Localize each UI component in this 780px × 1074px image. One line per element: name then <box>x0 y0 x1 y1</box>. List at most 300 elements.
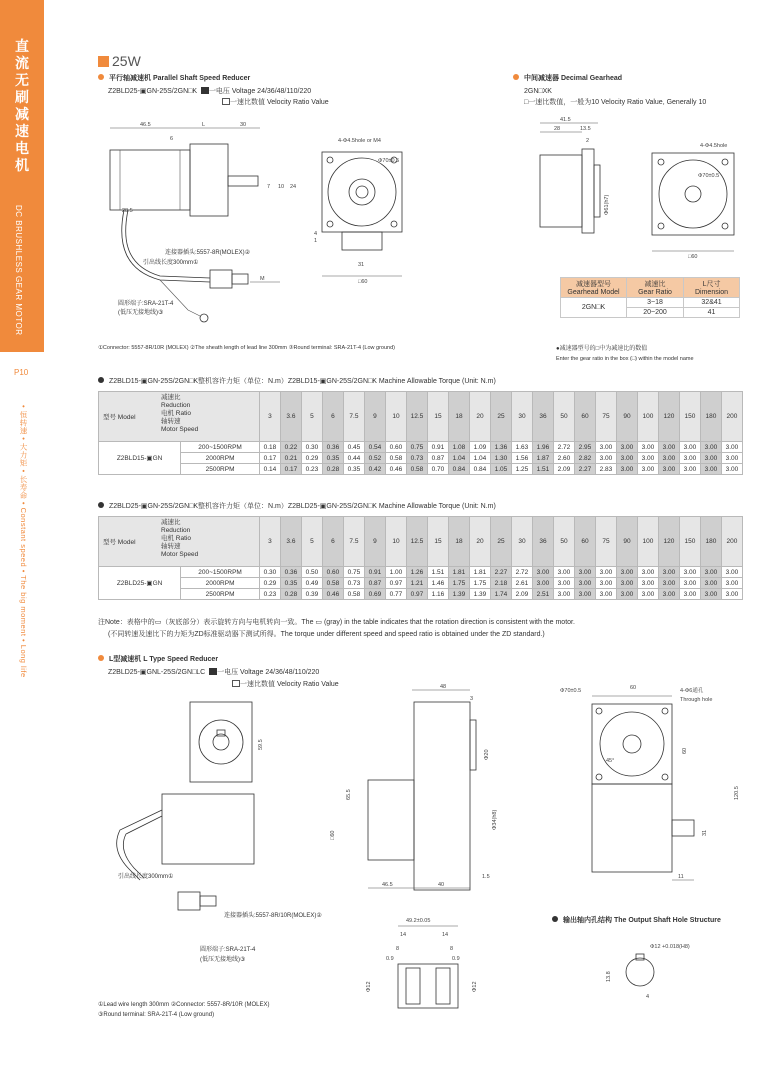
sidebar-title-en: DC BRUSHLESS GEAR MOTOR <box>14 205 23 336</box>
torque-cell: 1.04 <box>469 453 490 464</box>
torque-cell: 0.75 <box>406 442 427 453</box>
torque-cell: 3.00 <box>721 442 742 453</box>
torque-cell: 3.00 <box>721 453 742 464</box>
lead-length-label: 引出线长度300mm① <box>143 260 199 266</box>
torque-cell: 3.00 <box>616 442 637 453</box>
ltype-terminal-note: (低压无接地线)③ <box>200 957 246 963</box>
dim-46-5: 46.5 <box>140 122 151 128</box>
torque-cell: 0.73 <box>406 453 427 464</box>
torque-cell: 0.97 <box>385 578 406 589</box>
torque-cell: 0.28 <box>322 464 343 475</box>
svg-text:59.5: 59.5 <box>258 739 264 750</box>
torque-cell: 0.97 <box>406 589 427 600</box>
svg-text:13.5: 13.5 <box>580 126 591 132</box>
torque-cell: 1.21 <box>406 578 427 589</box>
torque-cell: 3.00 <box>637 589 658 600</box>
torque-cell: 1.81 <box>469 567 490 578</box>
torque-cell: 3.00 <box>553 589 574 600</box>
svg-text:Through hole: Through hole <box>680 697 713 703</box>
table-row <box>99 453 743 464</box>
torque-cell: 3.00 <box>679 464 700 475</box>
sidebar-features: • 恒转速 • 大力矩 • 长寿命 • Constant speed • The big moment • Long life <box>19 405 28 678</box>
torque-cell: 0.44 <box>343 453 364 464</box>
bullet-icon <box>98 377 104 383</box>
ratio-header-cell: 10 <box>385 517 406 567</box>
ratio-header-cell: 50 <box>553 517 574 567</box>
ratio-header-cell: 90 <box>616 392 637 442</box>
ratio-header-cell: 50 <box>553 392 574 442</box>
torque-cell: 2.09 <box>511 589 532 600</box>
ratio-header-cell: 60 <box>574 392 595 442</box>
speed-cell: 2000RPM <box>181 578 260 589</box>
ratio-header-cell: 25 <box>490 392 511 442</box>
decimal-note-en: Enter the gear ratio in the box (□) within the model name <box>556 356 694 362</box>
torque-cell: 0.58 <box>385 453 406 464</box>
torque-cell: 1.46 <box>427 578 448 589</box>
torque-cell: 1.75 <box>469 578 490 589</box>
svg-text:4-Φ4.5hole: 4-Φ4.5hole <box>700 143 728 149</box>
torque-cell: 2.27 <box>490 567 511 578</box>
ratio-header-cell: 60 <box>574 517 595 567</box>
torque-cell: 3.00 <box>574 589 595 600</box>
box-filled-icon <box>201 87 209 94</box>
ratio-header-cell: 180 <box>700 392 721 442</box>
torque-cell: 0.22 <box>280 442 301 453</box>
torque-std-note: (不同转速及速比下的力矩为ZD标准驱动器下测试所得。The torque under different speed and speed ratio is obtained under the ZD standard.) <box>108 631 545 638</box>
torque-cell: 0.58 <box>406 464 427 475</box>
torque-cell: 2.82 <box>574 453 595 464</box>
ratio-header-cell: 25 <box>490 517 511 567</box>
torque-cell: 0.58 <box>343 589 364 600</box>
torque-cell: 1.75 <box>448 578 469 589</box>
torque-cell: 0.87 <box>364 578 385 589</box>
torque-cell: 3.00 <box>637 442 658 453</box>
table-model-cell: Z2BLD25-▣GN <box>99 567 181 600</box>
torque-cell: 1.30 <box>490 453 511 464</box>
torque-cell: 0.91 <box>364 567 385 578</box>
table-row <box>99 442 743 453</box>
ltype-footnote1: ①Lead wire length 300mm ②Connector: 5557-8R/10R (MOLEX) <box>98 1002 270 1008</box>
torque-cell: 3.00 <box>553 578 574 589</box>
torque-cell: 2.27 <box>574 464 595 475</box>
ratio-header-cell: 9 <box>364 517 385 567</box>
ratio-header-cell: 36 <box>532 517 553 567</box>
svg-text:4-Φ4.5hole or M4: 4-Φ4.5hole or M4 <box>338 138 381 144</box>
torque-cell: 3.00 <box>700 464 721 475</box>
svg-text:65.5: 65.5 <box>346 789 352 800</box>
svg-text:4-Φ6通孔: 4-Φ6通孔 <box>680 688 704 694</box>
svg-text:Φ34(h8): Φ34(h8) <box>492 809 498 830</box>
torque-cell: 0.73 <box>343 578 364 589</box>
decimal-heading: 中间减速器 Decimal Gearhead <box>513 74 622 83</box>
torque-cell: 0.45 <box>343 442 364 453</box>
decimal-model-code: 2GN□XK <box>524 88 552 95</box>
torque-cell: 0.30 <box>259 567 280 578</box>
torque-cell: 3.00 <box>679 442 700 453</box>
decimal-gearhead-drawing <box>530 115 745 265</box>
bullet-icon <box>98 502 104 508</box>
ratio-header-cell: 150 <box>679 392 700 442</box>
ratio-header-cell: 10 <box>385 392 406 442</box>
ltype-shaft-drawing <box>360 912 490 1012</box>
svg-text:1: 1 <box>314 238 318 244</box>
svg-text:11: 11 <box>678 874 684 880</box>
torque-cell: 0.21 <box>280 453 301 464</box>
torque-cell: 0.35 <box>343 464 364 475</box>
torque-cell: 1.08 <box>448 442 469 453</box>
torque-cell: 0.77 <box>385 589 406 600</box>
torque-cell: 3.00 <box>616 567 637 578</box>
torque-cell: 0.60 <box>385 442 406 453</box>
torque-cell: 3.00 <box>721 567 742 578</box>
torque-cell: 2.83 <box>595 464 616 475</box>
torque-cell: 1.09 <box>469 442 490 453</box>
torque-cell: 3.00 <box>574 578 595 589</box>
bullet-icon <box>552 916 558 922</box>
terminal-note: (低压无接地线)③ <box>118 310 164 316</box>
torque-cell: 3.00 <box>595 453 616 464</box>
ratio-header-cell: 75 <box>595 517 616 567</box>
torque-cell: 3.00 <box>658 567 679 578</box>
torque-cell: 3.00 <box>700 453 721 464</box>
torque-cell: 0.52 <box>364 453 385 464</box>
torque-cell: 1.39 <box>469 589 490 600</box>
torque-cell: 3.00 <box>637 453 658 464</box>
svg-text:Φ61(h7): Φ61(h7) <box>604 194 610 215</box>
torque-cell: 0.29 <box>301 453 322 464</box>
ratio-header-cell: 18 <box>448 392 469 442</box>
svg-text:Φ70±0.5: Φ70±0.5 <box>698 173 720 179</box>
torque-cell: 0.58 <box>322 578 343 589</box>
torque-cell: 0.70 <box>427 464 448 475</box>
torque-cell: 3.00 <box>595 442 616 453</box>
torque-cell: 0.17 <box>259 453 280 464</box>
torque-cell: 1.05 <box>490 464 511 475</box>
torque-cell: 3.00 <box>721 464 742 475</box>
torque-cell: 1.04 <box>448 453 469 464</box>
torque-cell: 0.35 <box>280 578 301 589</box>
ratio-header-cell: 30 <box>511 517 532 567</box>
ltype-drawing-side <box>320 680 520 895</box>
torque-cell: 0.36 <box>322 442 343 453</box>
ltype-heading: L型减速机 L Type Speed Reducer <box>98 655 218 664</box>
torque-cell: 3.00 <box>532 567 553 578</box>
ratio-model-cell: 2GN□K <box>561 298 627 318</box>
table-row <box>99 578 743 589</box>
connector-label: 连接器插头:5557-8R(MOLEX)② <box>165 250 251 256</box>
torque15-heading: Z2BLD15-▣GN-25S/2GN□K整机容许力矩（单位：N.m）Z2BLD15-▣GN-25S/2GN□K Machine Allowable Torque (Unit: N.m) <box>98 377 496 386</box>
title-marker-icon <box>98 56 109 67</box>
torque-cell: 0.35 <box>322 453 343 464</box>
ratio-header-cell: 100 <box>637 392 658 442</box>
torque15-table <box>98 391 743 475</box>
svg-text:Φ12 +0.018(H8): Φ12 +0.018(H8) <box>650 944 690 950</box>
torque-cell: 3.00 <box>658 578 679 589</box>
table-model-cell: Z2BLD15-▣GN <box>99 442 181 475</box>
torque-cell: 1.25 <box>511 464 532 475</box>
torque-cell: 0.91 <box>427 442 448 453</box>
torque-cell: 2.72 <box>511 567 532 578</box>
torque-cell: 0.49 <box>301 578 322 589</box>
svg-text:40: 40 <box>438 882 445 888</box>
torque-cell: 0.54 <box>364 442 385 453</box>
ratio-header-cell: 18 <box>448 517 469 567</box>
svg-text:8: 8 <box>396 946 400 952</box>
torque-cell: 3.00 <box>595 567 616 578</box>
svg-text:L: L <box>202 122 206 128</box>
torque-cell: 2.95 <box>574 442 595 453</box>
svg-text:10: 10 <box>278 184 285 190</box>
torque-cell: 1.96 <box>532 442 553 453</box>
torque-cell: 0.18 <box>259 442 280 453</box>
torque-cell: 0.17 <box>280 464 301 475</box>
torque-cell: 3.00 <box>637 578 658 589</box>
box-icon <box>232 680 240 687</box>
torque-cell: 1.81 <box>448 567 469 578</box>
torque-cell: 3.00 <box>700 589 721 600</box>
torque-cell: 0.14 <box>259 464 280 475</box>
ratio-header-ratio: 减速比 Gear Ratio <box>627 278 684 298</box>
speed-cell: 2500RPM <box>181 589 260 600</box>
ratio-header-cell: 36 <box>532 392 553 442</box>
ratio-header-cell: 5 <box>301 517 322 567</box>
bullet-icon <box>98 655 104 661</box>
table-model-header: 型号 Model 减速比 Reduction 电机 Ratio 轴转速 Motor Speed <box>99 517 260 567</box>
parallel-model-code: Z2BLD25-▣GN-25S/2GN□K 一电压 Voltage 24/36/48/110/220 <box>108 88 312 95</box>
bullet-icon <box>98 74 104 80</box>
ratio-header-cell: 3 <box>259 517 280 567</box>
torque-cell: 3.00 <box>574 567 595 578</box>
ratio-header-cell: 20 <box>469 392 490 442</box>
decimal-note-cn: ●减速器型号的□中为减速比的数值 <box>556 346 648 352</box>
svg-text:48: 48 <box>440 684 447 690</box>
torque-cell: 1.39 <box>448 589 469 600</box>
torque-cell: 3.00 <box>616 453 637 464</box>
torque-cell: 0.75 <box>343 567 364 578</box>
torque-cell: 3.00 <box>616 464 637 475</box>
torque-cell: 3.00 <box>658 589 679 600</box>
ratio-header-cell: 120 <box>658 517 679 567</box>
svg-text:28: 28 <box>554 126 561 132</box>
torque-cell: 3.00 <box>553 567 574 578</box>
svg-text:120.5: 120.5 <box>734 786 740 800</box>
svg-text:30: 30 <box>240 122 247 128</box>
svg-text:2: 2 <box>586 138 590 144</box>
torque-cell: 2.61 <box>511 578 532 589</box>
torque-cell: 0.30 <box>301 442 322 453</box>
torque-cell: 3.00 <box>595 578 616 589</box>
svg-text:0.9: 0.9 <box>452 956 460 962</box>
torque-cell: 3.00 <box>679 453 700 464</box>
ltype-drawing-front <box>548 680 748 895</box>
torque-cell: 3.00 <box>679 578 700 589</box>
torque-cell: 2.72 <box>553 442 574 453</box>
table-row <box>99 589 743 600</box>
torque-cell: 0.46 <box>385 464 406 475</box>
svg-text:31: 31 <box>358 262 365 268</box>
svg-text:60: 60 <box>682 747 688 754</box>
svg-text:Φ12: Φ12 <box>366 981 372 992</box>
ratio-header-cell: 75 <box>595 392 616 442</box>
page-number: P10 <box>14 368 29 377</box>
ratio-header-cell: 12.5 <box>406 517 427 567</box>
ratio-header-cell: 200 <box>721 517 742 567</box>
ratio-header-cell: 6 <box>322 517 343 567</box>
ratio-header-cell: 30 <box>511 392 532 442</box>
svg-text:8: 8 <box>450 946 454 952</box>
speed-cell: 200~1500RPM <box>181 442 260 453</box>
torque-cell: 3.00 <box>658 442 679 453</box>
svg-text:13.8: 13.8 <box>606 971 612 982</box>
parallel-ratio-note: 一速比数值 Velocity Ratio Value <box>222 98 329 107</box>
ratio-header-cell: 3.6 <box>280 517 301 567</box>
table-row <box>99 567 743 578</box>
torque-cell: 3.00 <box>679 567 700 578</box>
speed-cell: 200~1500RPM <box>181 567 260 578</box>
torque-cell: 3.00 <box>658 453 679 464</box>
ratio-header-cell: 200 <box>721 392 742 442</box>
ratio-header-cell: 15 <box>427 392 448 442</box>
torque-cell: 0.46 <box>322 589 343 600</box>
svg-text:Φ70±0.5: Φ70±0.5 <box>560 688 582 694</box>
ratio-header-cell: 180 <box>700 517 721 567</box>
ratio-header-cell: 15 <box>427 517 448 567</box>
svg-text:1.5: 1.5 <box>482 874 490 880</box>
ltype-terminal-label: 圆形端子:SRA-21T-4 <box>200 947 256 953</box>
svg-text:M: M <box>260 276 265 282</box>
ratio-header-cell: 3 <box>259 392 280 442</box>
svg-text:□60: □60 <box>688 254 698 260</box>
torque-cell: 0.23 <box>301 464 322 475</box>
svg-text:14: 14 <box>442 932 449 938</box>
torque25-heading: Z2BLD25-▣GN-25S/2GN□K整机容许力矩（单位：N.m）Z2BLD25-▣GN-25S/2GN□K Machine Allowable Torque (Unit: N.m) <box>98 502 496 511</box>
decimal-ratio-note: □一速比数值，一般为10 Velocity Ratio Value, Generally 10 <box>524 99 707 106</box>
torque-cell: 3.00 <box>700 442 721 453</box>
parallel-heading: 平行轴减速机 Parallel Shaft Speed Reducer <box>98 74 250 83</box>
svg-text:3: 3 <box>470 696 474 702</box>
ratio-header-dimension: L尺寸 Dimension <box>684 278 740 298</box>
speed-cell: 2000RPM <box>181 453 260 464</box>
torque-cell: 2.51 <box>532 589 553 600</box>
torque-cell: 1.36 <box>490 442 511 453</box>
ratio-header-cell: 9 <box>364 392 385 442</box>
shaft-hole-drawing <box>598 940 718 1005</box>
torque-cell: 0.28 <box>280 589 301 600</box>
svg-text:14: 14 <box>400 932 407 938</box>
ltype-drawing-left <box>100 690 330 980</box>
torque-cell: 3.00 <box>721 578 742 589</box>
svg-text:Φ70±0.5: Φ70±0.5 <box>378 158 400 164</box>
box-icon <box>222 98 230 105</box>
torque-cell: 3.00 <box>616 578 637 589</box>
ratio-header-cell: 6 <box>322 392 343 442</box>
torque-cell: 0.36 <box>280 567 301 578</box>
svg-text:4: 4 <box>314 231 318 237</box>
ratio-header-cell: 12.5 <box>406 392 427 442</box>
torque-cell: 3.00 <box>679 589 700 600</box>
torque-cell: 0.84 <box>469 464 490 475</box>
torque-cell: 1.87 <box>532 453 553 464</box>
torque-cell: 1.74 <box>490 589 511 600</box>
torque-cell: 0.42 <box>364 464 385 475</box>
torque-cell: 3.00 <box>595 589 616 600</box>
torque-cell: 3.00 <box>700 567 721 578</box>
torque-cell: 3.00 <box>658 464 679 475</box>
torque-cell: 3.00 <box>700 578 721 589</box>
torque-cell: 0.69 <box>364 589 385 600</box>
table-row <box>99 464 743 475</box>
sidebar <box>0 0 44 1074</box>
svg-text:Φ20: Φ20 <box>484 749 490 760</box>
svg-text:24: 24 <box>290 184 297 190</box>
svg-text:31: 31 <box>702 829 708 836</box>
ratio-header-cell: 7.5 <box>343 517 364 567</box>
sidebar-title-cn: 直 流 无 刷 减 速 电 机 <box>15 38 29 173</box>
ratio-header-cell: 5 <box>301 392 322 442</box>
terminal-label: 圆形端子:SRA-21T-4 <box>118 301 174 307</box>
bullet-icon <box>513 74 519 80</box>
torque25-table <box>98 516 743 600</box>
svg-text:□60: □60 <box>358 279 368 285</box>
torque-cell: 0.84 <box>448 464 469 475</box>
ratio-header-cell: 150 <box>679 517 700 567</box>
svg-text:46.5: 46.5 <box>382 882 393 888</box>
torque-cell: 3.00 <box>721 589 742 600</box>
torque-cell: 1.26 <box>406 567 427 578</box>
ltype-ratio-note: 一速比数值 Velocity Ratio Value <box>232 680 339 689</box>
section-title: 25W <box>98 53 141 69</box>
svg-text:6: 6 <box>170 136 174 142</box>
ltype-model-code: Z2BLD25-▣GNL-25S/2GN□LC 一电压 Voltage 24/36/48/110/220 <box>108 669 320 676</box>
ltype-footnote2: ③Round terminal: SRA-21T-4 (Low ground) <box>98 1012 215 1018</box>
speed-cell: 2500RPM <box>181 464 260 475</box>
parallel-footnote: ①Connector: 5557-8R/10R (MOLEX) ②The sheath length of lead line 300mm ③Round terminal: SRA-21T-4 (Low ground) <box>98 345 395 351</box>
torque-cell: 0.87 <box>427 453 448 464</box>
ratio-header-cell: 7.5 <box>343 392 364 442</box>
ratio-header-cell: 100 <box>637 517 658 567</box>
ratio-header-model: 减速器型号 Gearhead Model <box>561 278 627 298</box>
torque-cell: 2.60 <box>553 453 574 464</box>
torque-cell: 3.00 <box>637 567 658 578</box>
torque-cell: 1.51 <box>532 464 553 475</box>
gray-note: 注Note：表格中的▭（灰底部分）表示旋转方向与电机转向一致。The ▭ (gray) in the table indicates that the rotation direction is consistent with the motor. <box>98 619 575 626</box>
svg-text:7: 7 <box>267 184 271 190</box>
torque-cell: 0.39 <box>301 589 322 600</box>
svg-text:41.5: 41.5 <box>560 117 571 123</box>
ratio-header-cell: 3.6 <box>280 392 301 442</box>
torque-cell: 0.60 <box>322 567 343 578</box>
svg-text:□60: □60 <box>330 830 336 840</box>
torque-cell: 3.00 <box>637 464 658 475</box>
svg-text:28.5: 28.5 <box>122 208 133 214</box>
torque-cell: 1.51 <box>427 567 448 578</box>
ratio-header-cell: 90 <box>616 517 637 567</box>
ltype-connector-label: 连接器插头:5557-8R/10R(MOLEX)② <box>224 913 322 919</box>
torque-cell: 0.29 <box>259 578 280 589</box>
decimal-ratio-table: 减速器型号 Gearhead Model 减速比 Gear Ratio L尺寸 Dimension 2GN□K 3~18 32&41 20~200 41 <box>560 277 740 318</box>
torque-cell: 2.09 <box>553 464 574 475</box>
torque-cell: 1.63 <box>511 442 532 453</box>
torque-cell: 3.00 <box>616 589 637 600</box>
ratio-header-cell: 20 <box>469 517 490 567</box>
svg-text:60: 60 <box>630 685 637 691</box>
svg-text:4: 4 <box>646 994 650 1000</box>
torque-cell: 0.23 <box>259 589 280 600</box>
ltype-lead-label: 引出线长度300mm① <box>118 874 174 880</box>
torque-cell: 1.16 <box>427 589 448 600</box>
box-filled-icon <box>209 668 217 675</box>
torque-cell: 0.50 <box>301 567 322 578</box>
